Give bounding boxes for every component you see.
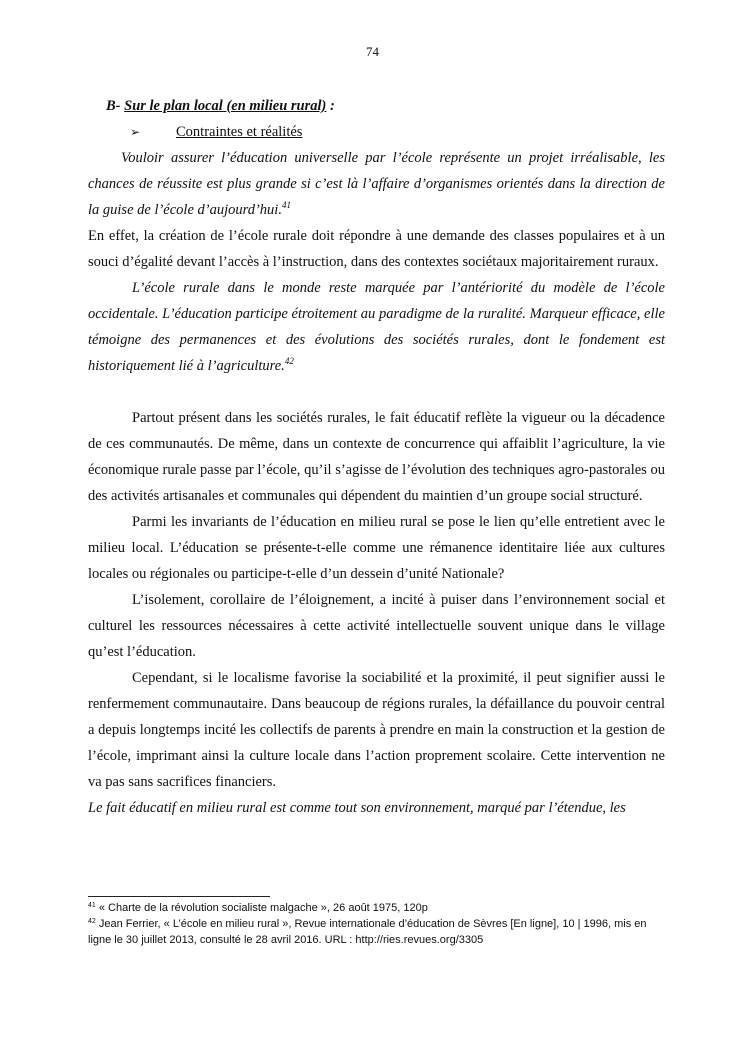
page-number: 74 <box>366 44 379 59</box>
paragraph-gap <box>88 379 665 405</box>
arrow-bullet-icon: ➢ <box>130 125 141 139</box>
footnote-separator <box>88 896 270 897</box>
subheading-label: Contraintes et réalités <box>176 124 303 140</box>
paragraph-4: Partout présent dans les sociétés rurales, le fait éducatif reflète la vigueur ou la décadence de ces communautés. De même, dans un contexte de concurrence qui affaiblit l’agriculture, la vie économique rurale passe par l’école, qu’il s’agisse de l’évolution des techniques agro-pastorales ou des activités artisanales et communales qui dépendent du maintien d’un groupe social structuré. <box>88 410 665 504</box>
paragraph-2: En effet, la création de l’école rurale doit répondre à une demande des classes populaires et à un souci d’égalité devant l’accès à l’instruction, dans des contextes sociétaux majoritairement ruraux. <box>88 228 665 270</box>
paragraph-3: L’école rurale dans le monde reste marquée par l’antériorité du modèle de l’école occidentale. L’éducation participe étroitement au paradigme de la ruralité. Marqueur efficace, elle témoigne des permanences et des évolutions des sociétés rurales, dont le fondement est historiquement lié à l’agriculture.$^{42}$ <box>88 280 665 374</box>
footnote-ref-41: 41 <box>281 200 291 210</box>
body-text <box>88 145 665 821</box>
section-heading <box>106 98 335 115</box>
footnote-text: Jean Ferrier, « L’école en milieu rural », Revue internationale d’éducation de Sèvres [En ligne], 10 | 1996, mis en ligne le 30 juillet 2013, consulté le 28 avril 2016. URL : http://ries.revues.org/3305 <box>88 918 647 946</box>
footnote-41 <box>88 900 665 916</box>
section-prefix: B- <box>106 98 121 114</box>
paragraph-5: Parmi les invariants de l’éducation en milieu rural se pose le lien qu’elle entretient avec le milieu local. L’éducation se présente-t-elle comme une rémanence identitaire liée aux cultures locales ou régionales ou participe-t-elle d’un dessein d’unité Nationale? <box>88 514 665 582</box>
paragraph-1: Vouloir assurer l’éducation universelle par l’école représente un projet irréalisable, les chances de réussite est plus grande si c’est là l’affaire d’organismes orientés dans la direction de la guise de l’école d’aujourd’hui.$^{41}$ <box>88 150 665 218</box>
footnotes <box>88 900 665 948</box>
section-title: Sur le plan local (en milieu rural) <box>124 98 327 114</box>
footnote-number: 42 <box>88 918 96 925</box>
paragraph-8: Le fait éducatif en milieu rural est comme tout son environnement, marqué par l’étendue, les <box>88 800 626 816</box>
footnote-text: « Charte de la révolution socialiste malgache », 26 août 1975, 120p <box>95 902 428 914</box>
footnote-ref-42: 42 <box>284 356 294 366</box>
section-suffix: : <box>326 98 335 114</box>
footnote-42 <box>88 916 665 948</box>
footnote-number: 41 <box>88 902 96 909</box>
paragraph-6: L’isolement, corollaire de l’éloignement, a incité à puiser dans l’environnement social et culturel les ressources nécessaires à cette activité intellectuelle souvent unique dans le village qu’est l’éducation. <box>88 592 665 660</box>
subheading-bullet <box>130 124 302 141</box>
paragraph-7: Cependant, si le localisme favorise la sociabilité et la proximité, il peut signifier aussi le renfermement communautaire. Dans beaucoup de régions rurales, la défaillance du pouvoir central a depuis longtemps incité les collectifs de parents à prendre en main la construction et la gestion de l’école, imprimant ainsi la culture locale dans l’action proprement scolaire. Cette intervention ne va pas sans sacrifices financiers. <box>88 670 665 790</box>
